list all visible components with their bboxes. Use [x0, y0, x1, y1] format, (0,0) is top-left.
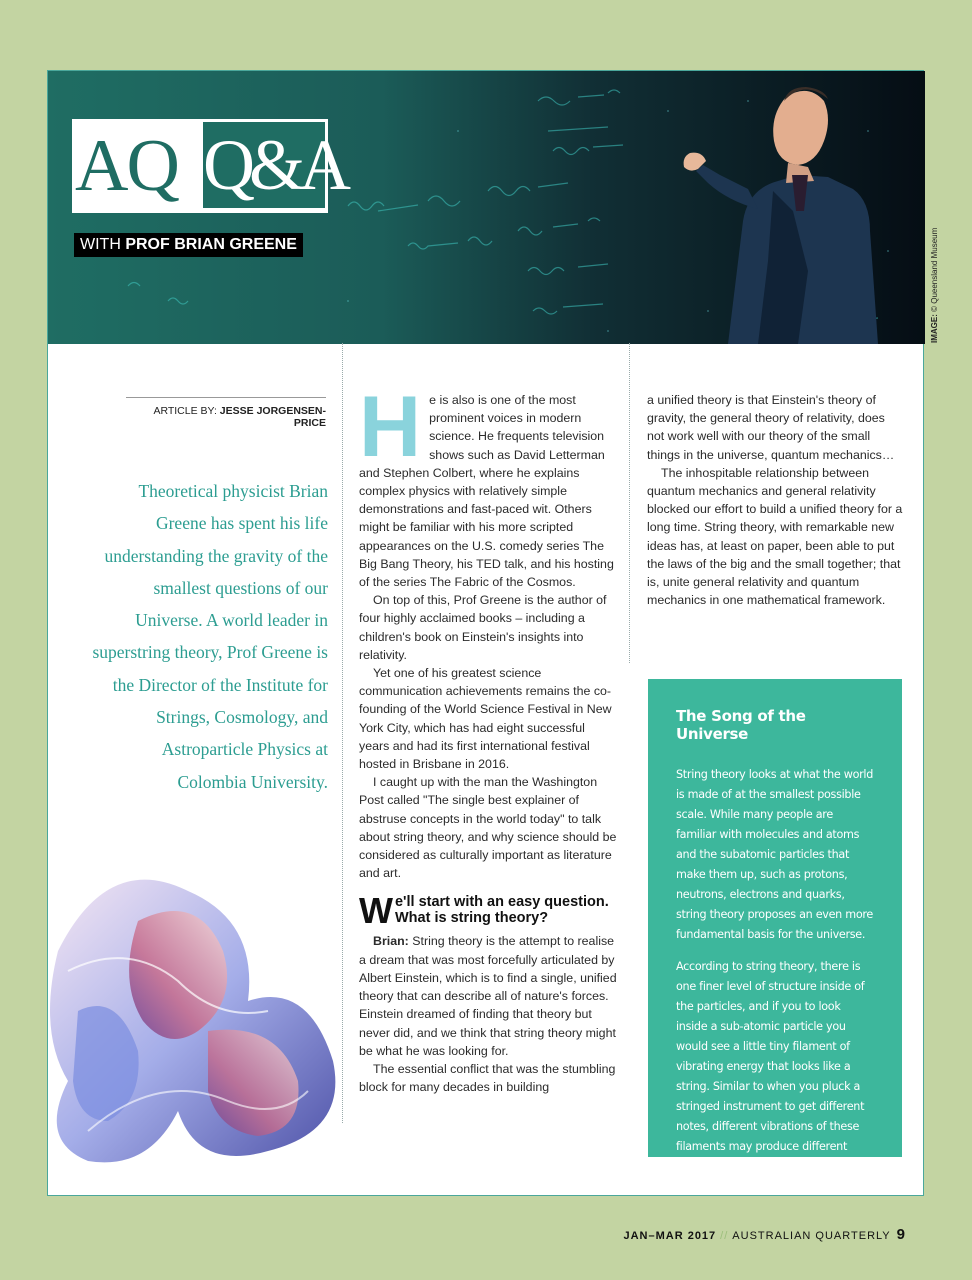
aq-qa-logo: [72, 119, 345, 213]
intro-paragraph-text: e is also is one of the most prominent voices in modern science. He frequents television shows such as David Letterman and Stephen Colbert, where he explains complex physics with relatively simple demonstrations and fast-paced wit. Others might be familiar with his more scripted appearances on the U.S. comedy series The Big Bang Theory, his TED talk, and his hosting of the series The Fabric of the Cosmos.: [359, 393, 614, 590]
question-cap: W: [359, 890, 393, 932]
page-number: 9: [896, 1226, 905, 1243]
paragraph-conflict: The essential conflict that was the stumbling block for many decades in building: [359, 1061, 616, 1095]
byline-rule: [126, 397, 326, 398]
intro-paragraph: [359, 379, 617, 591]
calabi-yau-illustration: [48, 831, 348, 1197]
sidebar-title: The Song of the Universe: [676, 707, 806, 743]
subtitle-name: PROF BRIAN GREENE: [125, 236, 297, 253]
image-credit: [930, 227, 940, 343]
logo-aq-text: AQ: [75, 125, 178, 207]
question-text: e'll start with an easy question. What is string theory?: [394, 894, 609, 927]
column-divider-right: [629, 343, 630, 663]
page-footer: [0, 1226, 905, 1243]
question-heading: [359, 890, 617, 932]
paragraph-unified-theory: a unified theory is that Einstein's theory of gravity, the general theory of relativity, does not work well with our theory of the small things in the universe, quantum mechanics…: [647, 393, 895, 462]
paragraph-books: On top of this, Prof Greene is the author of four highly acclaimed books – including a children's book on Einstein's insights into relativity.: [359, 593, 607, 662]
credit-text: © Queensland Museum: [930, 227, 939, 315]
byline: [126, 405, 326, 429]
sidebar-box: [648, 679, 902, 1173]
logo-qa-text: Q&A: [203, 122, 325, 208]
paragraph-festival: Yet one of his greatest science communication achievements remains the co-founding of the World Science Festival in New York City, which has had eight successful years and had its first international festival hosted in Brisbane in 2016.: [359, 666, 612, 772]
sidebar-paragraph-1: String theory looks at what the world is made of at the smallest possible scale. While many people are familiar with molecules and atoms and the subatomic particles that make them up, such as protons, neutrons, electrons and quarks, string theory proposes an even more fundamental basis for the universe.: [676, 768, 874, 941]
header-banner: [48, 71, 925, 344]
paragraph-inhospitable: The inhospitable relationship between quantum mechanics and general relativity blocked our effort to build a unified theory for a long time. String theory, with remarkable new ideas has, at least on paper, been able to put the laws of the big and the small together; that is, unite general relativity and quantum mechanics in one mathematical framework.: [647, 465, 903, 608]
answer-paragraph: [359, 932, 617, 1059]
speaker-photo: [608, 71, 925, 344]
credit-label: IMAGE:: [930, 314, 939, 343]
answer-text: String theory is the attempt to realise a dream that was most forcefully articulated by Albert Einstein, which is to find a single, unified theory that can describe all of nature's forces. Einstein dreamed of finding that theory but never did, and we think that string theory might be what he was looking for.: [359, 934, 617, 1058]
article-column-middle: [359, 379, 617, 1096]
magazine-page: [47, 70, 939, 1196]
footer-date: JAN–MAR 2017: [623, 1230, 717, 1242]
paragraph-interview: I caught up with the man the Washington Post called "The single best explainer of abstruse concepts in the world today" to talk about string theory, and why science should be considered as culturally important as literature and art.: [359, 775, 617, 881]
footer-separator: //: [720, 1230, 729, 1242]
byline-author: JESSE JORGENSEN-PRICE: [219, 405, 326, 429]
speaker-label: Brian:: [373, 934, 409, 949]
drop-cap: H: [359, 379, 422, 475]
article-column-right: [647, 391, 904, 609]
sidebar-paragraph-2: According to string theory, there is one finer level of structure inside of the particles, and if you to look inside a sub-atomic particle you would see a little tiny filament of vibrating energy that looks like a string. Similar to when you pluck a stringed instrument to get different notes, different vibrations of these filaments may produce different particles.: [676, 960, 865, 1173]
subtitle-prefix: WITH: [80, 236, 126, 253]
byline-label: ARTICLE BY:: [153, 405, 220, 417]
pull-quote: Theoretical physicist Brian Greene has spent his life understanding the gravity of the smallest questions of our Universe. A world leader in superstring theory, Prof Greene is the Director of the Institute for Strings, Cosmology, and Astroparticle Physics at Colombia University.: [92, 481, 328, 792]
footer-publication: AUSTRALIAN QUARTERLY: [732, 1230, 891, 1242]
subtitle-banner: [74, 233, 303, 257]
